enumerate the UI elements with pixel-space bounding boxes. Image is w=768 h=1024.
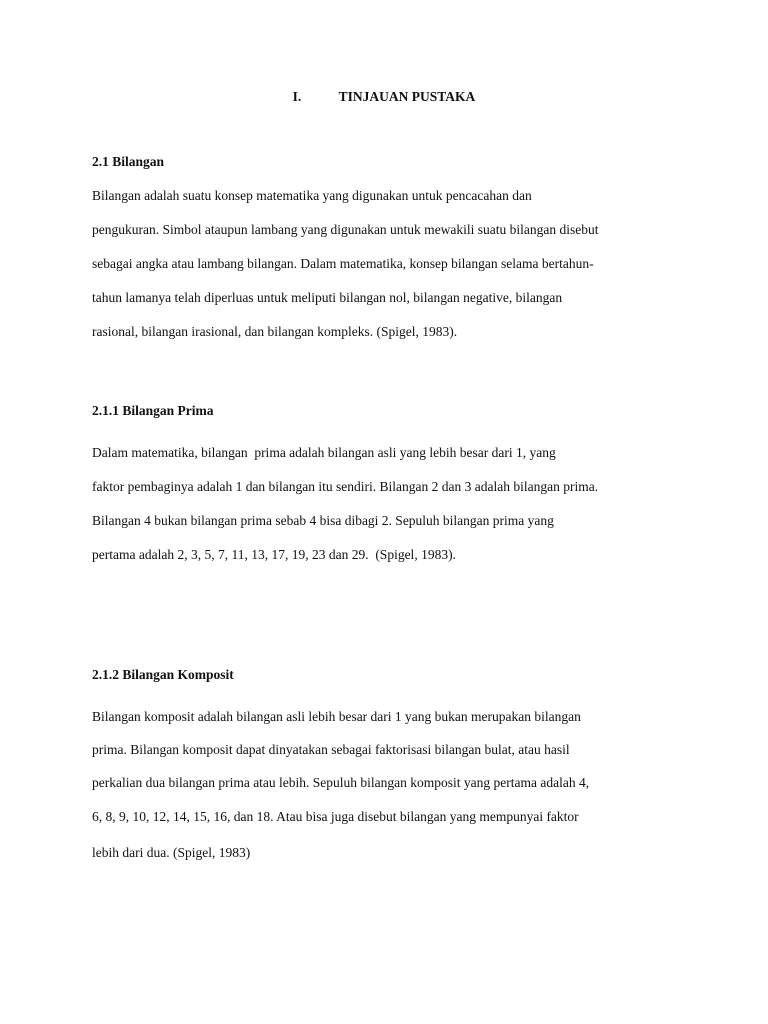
- section-heading: 2.1.2 Bilangan Komposit: [92, 667, 234, 682]
- paragraph-line: Bilangan adalah suatu konsep matematika yang digunakan untuk pencacahan dan: [92, 188, 532, 203]
- paragraph-line: Bilangan 4 bukan bilangan prima sebab 4 bisa dibagi 2. Sepuluh bilangan prima yang: [92, 513, 554, 528]
- paragraph-line: sebagai angka atau lambang bilangan. Dalam matematika, konsep bilangan selama bertahun-: [92, 256, 594, 271]
- paragraph-line: tahun lamanya telah diperluas untuk meliputi bilangan nol, bilangan negative, bilangan: [92, 290, 563, 305]
- paragraph-line: faktor pembaginya adalah 1 dan bilangan itu sendiri. Bilangan 2 dan 3 adalah bilangan prima.: [92, 479, 599, 494]
- chapter-title: [0, 88, 768, 106]
- chapter-title-text: TINJAUAN PUSTAKA: [338, 89, 476, 104]
- paragraph-line: rasional, bilangan irasional, dan bilangan kompleks. (Spigel, 1983).: [92, 324, 458, 339]
- chapter-number: I.: [292, 89, 302, 104]
- paragraph-line: 6, 8, 9, 10, 12, 14, 15, 16, dan 18. Atau bisa juga disebut bilangan yang mempunyai faktor: [92, 809, 579, 824]
- paragraph-line: Dalam matematika, bilangan prima adalah bilangan asli yang lebih besar dari 1, yang: [92, 445, 556, 460]
- paragraph-line: pertama adalah 2, 3, 5, 7, 11, 13, 17, 19, 23 dan 29. (Spigel, 1983).: [92, 547, 456, 562]
- paragraph-line: perkalian dua bilangan prima atau lebih. Sepuluh bilangan komposit yang pertama adalah 4,: [92, 775, 590, 790]
- paragraph-line: prima. Bilangan komposit dapat dinyatakan sebagai faktorisasi bilangan bulat, atau hasil: [92, 742, 570, 757]
- paragraph-line: pengukuran. Simbol ataupun lambang yang digunakan untuk mewakili suatu bilangan disebut: [92, 222, 599, 237]
- section-heading: 2.1 Bilangan: [92, 154, 165, 169]
- paragraph-line: lebih dari dua. (Spigel, 1983): [92, 845, 251, 860]
- paragraph-line: Bilangan komposit adalah bilangan asli lebih besar dari 1 yang bukan merupakan bilangan: [92, 709, 581, 724]
- section-heading: 2.1.1 Bilangan Prima: [92, 403, 214, 418]
